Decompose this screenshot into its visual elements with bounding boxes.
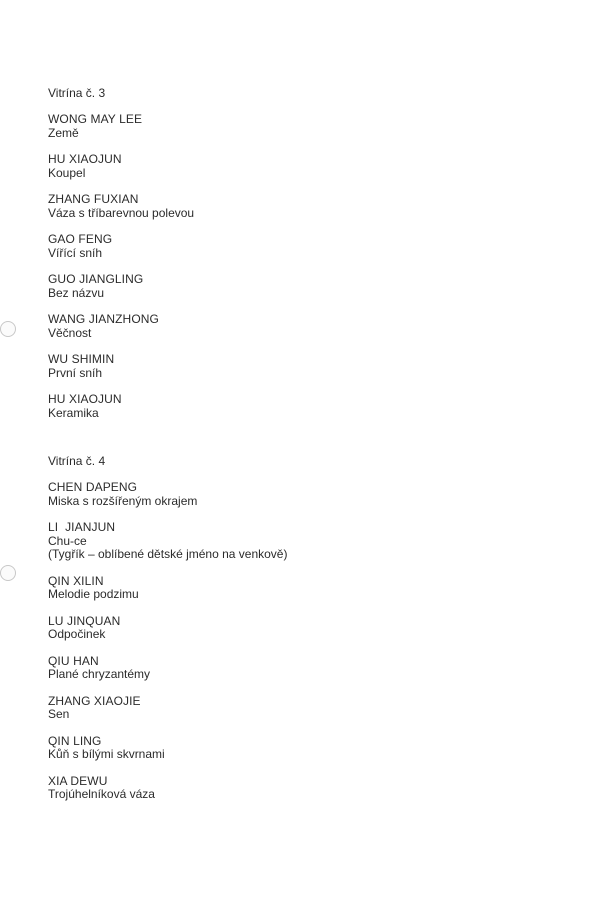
artist-name: WANG JIANZHONG (48, 312, 159, 326)
artist-name: ZHANG FUXIAN (48, 192, 139, 206)
artist-name: HU XIAOJUN (48, 392, 122, 406)
artist-name: LI JIANJUN (48, 520, 116, 534)
artwork-title: Kůň s bílými skvrnami (48, 747, 165, 761)
artist-name: XIA DEWU (48, 773, 108, 788)
list-item (48, 113, 568, 140)
list-item (48, 615, 568, 642)
artist-name: CHEN DAPENG (48, 480, 138, 494)
list-item (48, 193, 568, 220)
artwork-title: Bez názvu (48, 285, 105, 300)
artist-name: GUO JIANGLING (48, 272, 144, 286)
artwork-title: Odpočinek (48, 627, 106, 641)
artwork-title: Plané chryzantémy (48, 667, 151, 681)
artwork-title: Váza s tříbarevnou polevou (48, 205, 195, 220)
list-item (48, 393, 568, 420)
artwork-title: Sen (48, 707, 70, 721)
artwork-title: První sníh (48, 365, 103, 380)
list-item (48, 233, 568, 260)
artist-name: QIN LING (48, 733, 102, 748)
artist-name: WU SHIMIN (48, 352, 115, 366)
punch-hole-mark (0, 321, 16, 337)
section-vitrina-3 (48, 86, 568, 433)
section-heading: Vitrína č. 4 (48, 454, 106, 468)
artwork-note: (Tygřík – oblíbené dětské jméno na venkově) (48, 547, 288, 561)
artwork-title: Chu-ce (48, 533, 87, 548)
artist-name: QIU HAN (48, 653, 99, 668)
artist-name: LU JINQUAN (48, 613, 121, 628)
list-item (48, 695, 568, 722)
punch-hole-mark (0, 565, 16, 581)
artwork-title: Keramika (48, 405, 99, 420)
artwork-title: Vířící sníh (48, 245, 103, 260)
artist-name: ZHANG XIAOJIE (48, 693, 141, 708)
artwork-title: Miska s rozšířeným okrajem (48, 493, 198, 508)
list-item (48, 521, 568, 562)
section-vitrina-4 (48, 454, 568, 815)
artwork-title: Trojúhelníková váza (48, 787, 155, 801)
list-item (48, 353, 568, 380)
list-item (48, 575, 568, 602)
artwork-title: Země (48, 125, 79, 140)
list-item (48, 655, 568, 682)
artwork-title: Melodie podzimu (48, 587, 139, 601)
section-heading: Vitrína č. 3 (48, 86, 106, 100)
list-item (48, 273, 568, 300)
list-item (48, 481, 568, 508)
artist-name: QIN XILIN (48, 573, 104, 588)
list-item (48, 153, 568, 180)
list-item (48, 775, 568, 802)
artist-name: GAO FENG (48, 232, 113, 246)
list-item (48, 735, 568, 762)
artwork-title: Věčnost (48, 325, 92, 340)
list-item (48, 313, 568, 340)
artwork-title: Koupel (48, 165, 86, 180)
artist-name: HU XIAOJUN (48, 152, 122, 166)
artist-name: WONG MAY LEE (48, 112, 143, 126)
